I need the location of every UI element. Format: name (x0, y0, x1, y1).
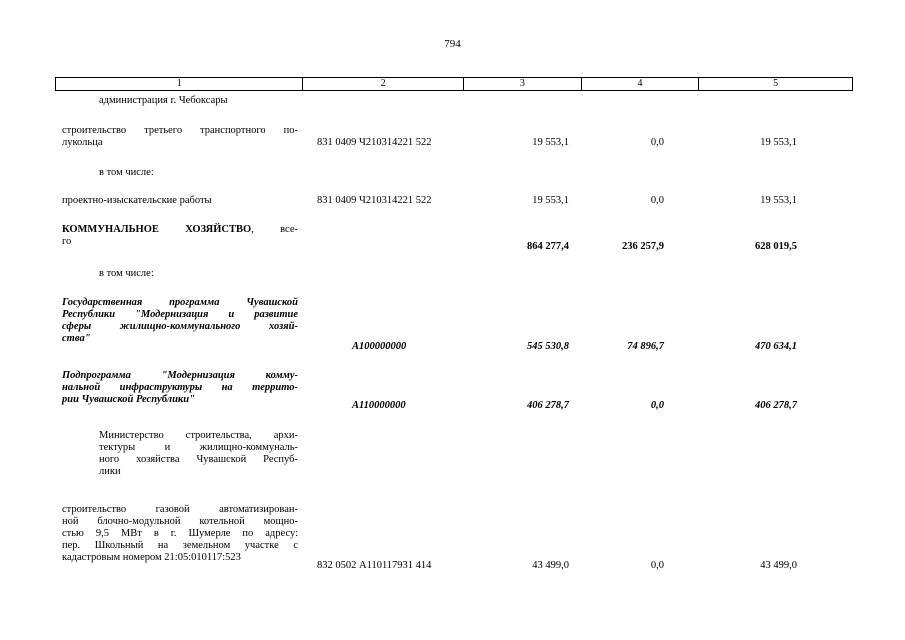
label-line: сферы жилищно-коммунального хозяй- (62, 321, 298, 332)
label-line: Республики "Модернизация и развитие (62, 309, 298, 320)
column-header-2: 2 (303, 78, 464, 90)
communal-heading-rest: , все- (251, 224, 299, 235)
row-subprogram-v4: 0,0 (650, 400, 664, 411)
row-state-program-v4: 74 896,7 (627, 341, 664, 352)
communal-heading: КОММУНАЛЬНОЕ ХОЗЯЙСТВО (62, 224, 252, 235)
row-communal-v5: 628 019,5 (755, 241, 797, 252)
label-line: Министерство строительства, архи- (99, 430, 298, 441)
row-state-program-label (62, 297, 298, 345)
row-third-ring-code: 831 0409 Ч210314221 522 (317, 137, 432, 148)
row-state-program-code: А100000000 (352, 341, 407, 352)
row-subprogram-v5: 406 278,7 (755, 400, 797, 411)
page-number: 794 (444, 38, 461, 50)
row-subprogram-label (62, 370, 298, 406)
label-line: лики (99, 466, 121, 477)
row-design-works-code: 831 0409 Ч210314221 522 (317, 195, 432, 206)
label-line: стью 9,5 МВт в г. Шумерле по адресу: (62, 528, 298, 539)
label-line: Подпрограмма "Модернизация комму- (62, 370, 298, 381)
row-third-ring-v5: 19 553,1 (760, 137, 797, 148)
label-line: пер. Школьный на земельном участке с (62, 540, 298, 551)
column-header-3: 3 (464, 78, 582, 90)
row-ministry-label (99, 430, 298, 478)
label-line: строительство третьего транспортного по- (62, 125, 298, 136)
row-design-works-label: проектно-изыскательские работы (62, 195, 212, 206)
row-boiler-v3: 43 499,0 (532, 560, 569, 571)
column-header-4: 4 (582, 78, 700, 90)
column-header-5: 5 (773, 78, 779, 89)
row-boiler-v4: 0,0 (650, 560, 664, 571)
label-line: ного хозяйства Чувашской Респуб- (99, 454, 298, 465)
row-boiler-v5: 43 499,0 (760, 560, 797, 571)
row-admin-cheboksary: администрация г. Чебоксары (99, 95, 228, 106)
label-line: лукольца (62, 137, 103, 148)
row-including-2: в том числе: (99, 268, 154, 279)
row-third-ring-label (62, 125, 298, 149)
row-design-works-v4: 0,0 (650, 195, 664, 206)
label-line (62, 224, 298, 236)
label-line: строительство газовой автоматизирован- (62, 504, 298, 515)
label-line: ства" (62, 333, 91, 344)
label-line: Государственная программа Чувашской (62, 297, 298, 308)
row-subprogram-code: А110000000 (352, 400, 406, 411)
label-line: рии Чувашской Республики" (62, 394, 195, 405)
label-line: го (62, 236, 72, 247)
row-subprogram-v3: 406 278,7 (527, 400, 569, 411)
label-line: ной блочно-модульной котельной мощно- (62, 516, 298, 527)
row-design-works-v3: 19 553,1 (532, 195, 569, 206)
row-design-works-v5: 19 553,1 (760, 195, 797, 206)
row-state-program-v3: 545 530,8 (527, 341, 569, 352)
table-header (55, 77, 853, 91)
label-line: нальной инфраструктуры на террито- (62, 382, 298, 393)
row-boiler-code: 832 0502 А110117931 414 (317, 560, 432, 571)
row-including-1: в том числе: (99, 167, 154, 178)
row-third-ring-v4: 0,0 (650, 137, 664, 148)
row-communal-label (62, 224, 298, 248)
row-state-program-v5: 470 634,1 (755, 341, 797, 352)
row-third-ring-v3: 19 553,1 (532, 137, 569, 148)
column-header-1: 1 (56, 78, 303, 90)
row-communal-v3: 864 277,4 (527, 241, 569, 252)
label-line: тектуры и жилищно-коммуналь- (99, 442, 298, 453)
row-communal-v4: 236 257,9 (622, 241, 664, 252)
row-boiler-label (62, 504, 298, 564)
label-line: кадастровым номером 21:05:010117:523 (62, 552, 241, 563)
